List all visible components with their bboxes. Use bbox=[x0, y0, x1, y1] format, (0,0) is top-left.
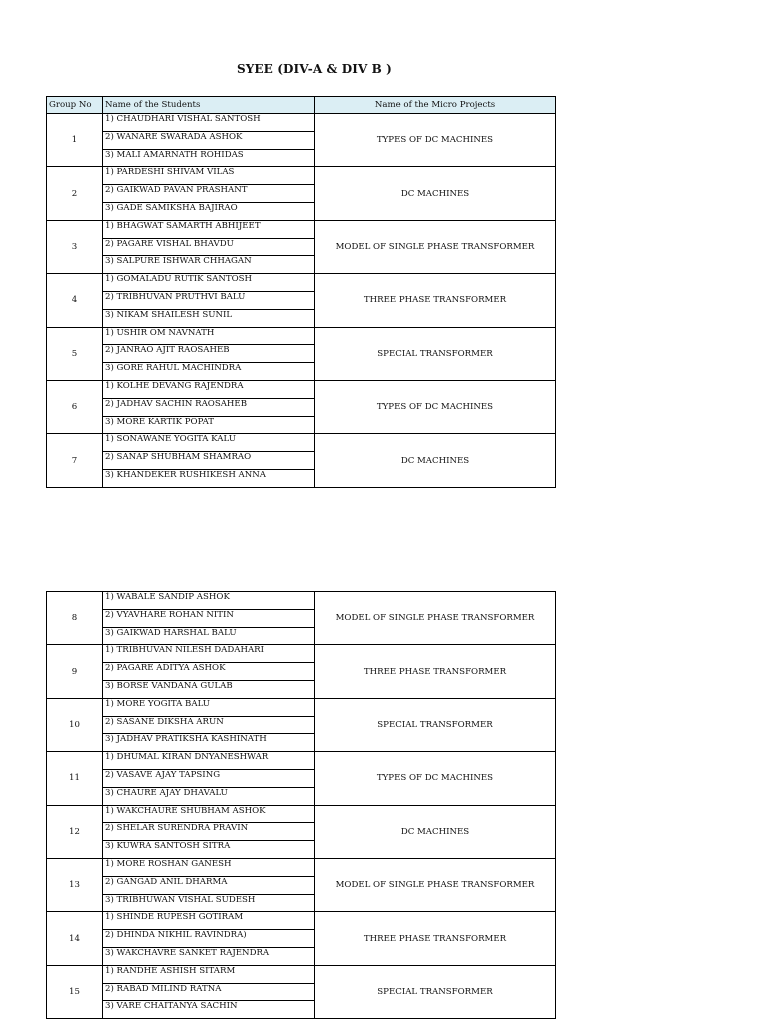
micro-project-cell: MODEL OF SINGLE PHASE TRANSFORMER bbox=[315, 220, 556, 273]
table-row bbox=[47, 380, 556, 398]
table-row bbox=[47, 592, 556, 610]
table-row bbox=[47, 167, 556, 185]
student-name-cell: 2) DHINDA NIKHIL RAVINDRA) bbox=[103, 930, 315, 948]
student-name-cell: 2) TRIBHUVAN PRUTHVI BALU bbox=[103, 291, 315, 309]
group-number-cell: 2 bbox=[47, 167, 103, 220]
student-name-cell: 1) WABALE SANDIP ASHOK bbox=[103, 592, 315, 610]
group-number-cell: 13 bbox=[47, 858, 103, 911]
micro-project-cell: SPECIAL TRANSFORMER bbox=[315, 327, 556, 380]
student-name-cell: 3) CHAURE AJAY DHAVALU bbox=[103, 787, 315, 805]
group-number-cell: 11 bbox=[47, 752, 103, 805]
student-name-cell: 1) MORE ROSHAN GANESH bbox=[103, 858, 315, 876]
student-name-cell: 2) SASANE DIKSHA ARUN bbox=[103, 716, 315, 734]
micro-project-cell: DC MACHINES bbox=[315, 805, 556, 858]
student-name-cell: 2) RABAD MILIND RATNA bbox=[103, 983, 315, 1001]
student-name-cell: 1) PARDESHI SHIVAM VILAS bbox=[103, 167, 315, 185]
student-name-cell: 2) SANAP SHUBHAM SHAMRAO bbox=[103, 452, 315, 470]
student-name-cell: 2) GAIKWAD PAVAN PRASHANT bbox=[103, 185, 315, 203]
table-row bbox=[47, 327, 556, 345]
student-name-cell: 1) SONAWANE YOGITA KALU bbox=[103, 434, 315, 452]
student-name-cell: 1) TRIBHUVAN NILESH DADAHARI bbox=[103, 645, 315, 663]
document-title: SYEE (DIV-A & DIV B ) bbox=[237, 62, 392, 76]
group-number-cell: 10 bbox=[47, 698, 103, 751]
group-number-cell: 4 bbox=[47, 274, 103, 327]
student-name-cell: 1) CHAUDHARI VISHAL SANTOSH bbox=[103, 114, 315, 132]
student-name-cell: 3) GADE SAMIKSHA BAJIRAO bbox=[103, 202, 315, 220]
group-number-cell: 7 bbox=[47, 434, 103, 487]
table-body bbox=[47, 114, 556, 488]
group-number-cell: 6 bbox=[47, 380, 103, 433]
table-row bbox=[47, 274, 556, 292]
student-name-cell: 1) WAKCHAURE SHUBHAM ASHOK bbox=[103, 805, 315, 823]
micro-project-cell: SPECIAL TRANSFORMER bbox=[315, 698, 556, 751]
table-row bbox=[47, 805, 556, 823]
group-number-cell: 12 bbox=[47, 805, 103, 858]
table-row bbox=[47, 434, 556, 452]
table-row bbox=[47, 858, 556, 876]
group-number-cell: 15 bbox=[47, 965, 103, 1018]
student-name-cell: 2) PAGARE VISHAL BHAVDU bbox=[103, 238, 315, 256]
table-row bbox=[47, 965, 556, 983]
student-name-cell: 1) MORE YOGITA BALU bbox=[103, 698, 315, 716]
micro-project-cell: THREE PHASE TRANSFORMER bbox=[315, 274, 556, 327]
table-row bbox=[47, 912, 556, 930]
student-name-cell: 2) JANRAO AJIT RAOSAHEB bbox=[103, 345, 315, 363]
student-name-cell: 3) SALPURE ISHWAR CHHAGAN bbox=[103, 256, 315, 274]
student-name-cell: 1) GOMALADU RUTIK SANTOSH bbox=[103, 274, 315, 292]
group-number-cell: 9 bbox=[47, 645, 103, 698]
table-row bbox=[47, 114, 556, 132]
micro-project-cell: MODEL OF SINGLE PHASE TRANSFORMER bbox=[315, 858, 556, 911]
micro-project-cell: DC MACHINES bbox=[315, 167, 556, 220]
group-number-cell: 14 bbox=[47, 912, 103, 965]
student-name-cell: 2) SHELAR SURENDRA PRAVIN bbox=[103, 823, 315, 841]
group-number-cell: 1 bbox=[47, 114, 103, 167]
students-header: Name of the Students bbox=[103, 97, 315, 114]
table-header-row bbox=[47, 97, 556, 114]
student-name-cell: 2) VASAVE AJAY TAPSING bbox=[103, 769, 315, 787]
micro-project-table bbox=[46, 96, 556, 488]
student-name-cell: 1) DHUMAL KIRAN DNYANESHWAR bbox=[103, 752, 315, 770]
group-number-cell: 8 bbox=[47, 592, 103, 645]
student-name-cell: 3) WAKCHAVRE SANKET RAJENDRA bbox=[103, 947, 315, 965]
table-row bbox=[47, 220, 556, 238]
student-name-cell: 1) BHAGWAT SAMARTH ABHIJEET bbox=[103, 220, 315, 238]
student-name-cell: 3) KHANDEKER RUSHIKESH ANNA bbox=[103, 469, 315, 487]
micro-project-table-continued bbox=[46, 591, 556, 1019]
student-name-cell: 2) GANGAD ANIL DHARMA bbox=[103, 876, 315, 894]
micro-project-cell: THREE PHASE TRANSFORMER bbox=[315, 912, 556, 965]
student-name-cell: 3) JADHAV PRATIKSHA KASHINATH bbox=[103, 734, 315, 752]
table-row bbox=[47, 698, 556, 716]
micro-project-cell: TYPES OF DC MACHINES bbox=[315, 752, 556, 805]
group-number-cell: 3 bbox=[47, 220, 103, 273]
student-name-cell: 2) PAGARE ADITYA ASHOK bbox=[103, 663, 315, 681]
group-number-cell: 5 bbox=[47, 327, 103, 380]
student-name-cell: 1) SHINDE RUPESH GOTIRAM bbox=[103, 912, 315, 930]
student-name-cell: 3) NIKAM SHAILESH SUNIL bbox=[103, 309, 315, 327]
student-name-cell: 3) MORE KARTIK POPAT bbox=[103, 416, 315, 434]
student-name-cell: 3) VARE CHAITANYA SACHIN bbox=[103, 1001, 315, 1019]
student-name-cell: 1) KOLHE DEVANG RAJENDRA bbox=[103, 380, 315, 398]
student-name-cell: 3) KUWRA SANTOSH SITRA bbox=[103, 841, 315, 859]
student-name-cell: 3) TRIBHUWAN VISHAL SUDESH bbox=[103, 894, 315, 912]
student-name-cell: 3) GORE RAHUL MACHINDRA bbox=[103, 363, 315, 381]
student-name-cell: 3) MALI AMARNATH ROHIDAS bbox=[103, 149, 315, 167]
student-name-cell: 2) VYAVHARE ROHAN NITIN bbox=[103, 609, 315, 627]
micro-project-cell: TYPES OF DC MACHINES bbox=[315, 114, 556, 167]
micro-project-cell: THREE PHASE TRANSFORMER bbox=[315, 645, 556, 698]
micro-project-cell: SPECIAL TRANSFORMER bbox=[315, 965, 556, 1018]
table-row bbox=[47, 645, 556, 663]
student-name-cell: 3) BORSE VANDANA GULAB bbox=[103, 680, 315, 698]
student-name-cell: 1) RANDHE ASHISH SITARM bbox=[103, 965, 315, 983]
micro-project-cell: DC MACHINES bbox=[315, 434, 556, 487]
student-name-cell: 1) USHIR OM NAVNATH bbox=[103, 327, 315, 345]
table-row bbox=[47, 752, 556, 770]
student-name-cell: 2) JADHAV SACHIN RAOSAHEB bbox=[103, 398, 315, 416]
student-name-cell: 2) WANARE SWARADA ASHOK bbox=[103, 131, 315, 149]
student-name-cell: 3) GAIKWAD HARSHAL BALU bbox=[103, 627, 315, 645]
group-no-header: Group No bbox=[47, 97, 103, 114]
micro-project-cell: MODEL OF SINGLE PHASE TRANSFORMER bbox=[315, 592, 556, 645]
micro-project-cell: TYPES OF DC MACHINES bbox=[315, 380, 556, 433]
micro-project-header: Name of the Micro Projects bbox=[315, 97, 556, 114]
table-body bbox=[47, 592, 556, 1019]
